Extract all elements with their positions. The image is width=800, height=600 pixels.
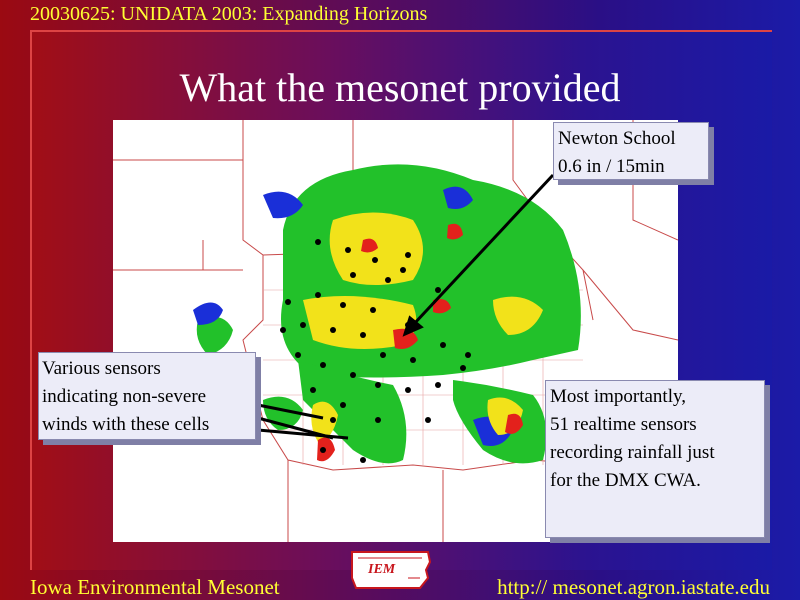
sensors-callout [38, 352, 256, 440]
newton-callout-line-1: Newton School [558, 128, 676, 149]
footer-url-link[interactable]: http:// mesonet.agron.iastate.edu [497, 575, 770, 599]
rainfall-callout-line-1: Most importantly, [550, 386, 686, 407]
newton-callout-line-2: 0.6 in / 15min [558, 156, 665, 177]
rainfall-callout-line-3: recording rainfall just [550, 442, 715, 463]
rainfall-callout [545, 380, 765, 538]
logo-text: IEM [368, 562, 396, 577]
newton-school-callout [553, 122, 709, 180]
sensors-callout-line-3: winds with these cells [42, 414, 210, 435]
header-bar [0, 0, 800, 28]
sensors-callout-line-2: indicating non-severe [42, 386, 207, 407]
footer-org-name: Iowa Environmental Mesonet [30, 575, 280, 599]
iem-logo [348, 548, 433, 592]
sensors-callout-line-1: Various sensors [42, 358, 161, 379]
rainfall-callout-line-4: for the DMX CWA. [550, 470, 701, 491]
slide-title: What the mesonet provided [179, 65, 621, 110]
rainfall-callout-line-2: 51 realtime sensors [550, 414, 697, 435]
header-text: 20030625: UNIDATA 2003: Expanding Horizons [30, 3, 428, 25]
